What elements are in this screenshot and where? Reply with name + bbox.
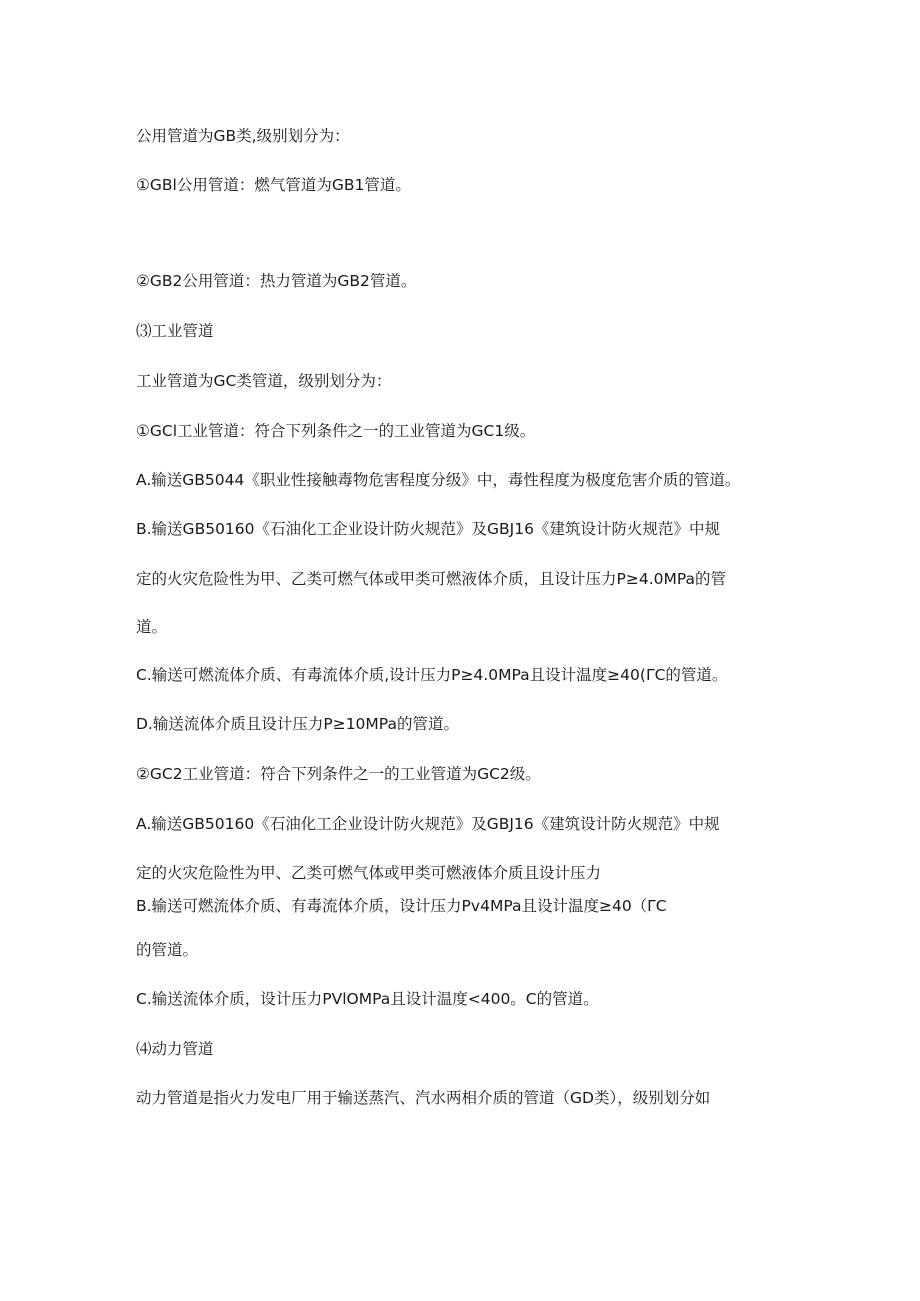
section-heading: ⑷动力管道	[136, 1040, 214, 1058]
text-line: B.输送可燃流体介质、有毒流体介质，设计压力Pv4MPa且设计温度≥40（ΓC	[136, 897, 667, 915]
text-line: A.输送GB50160《石油化工企业设计防火规范》及GBJ16《建筑设计防火规范》中规	[136, 815, 720, 833]
section-heading: ⑶工业管道	[136, 322, 214, 340]
text-line: D.输送流体介质且设计压力P≥10MPa的管道。	[136, 715, 459, 733]
text-line: 工业管道为GC类管道，级别划分为：	[136, 372, 392, 390]
text-line: 道。	[136, 618, 168, 636]
text-line: 定的火灾危险性为甲、乙类可燃气体或甲类可燃液体介质，且设计压力P≥4.0MPa的管	[136, 570, 727, 588]
text-line: ①GBl公用管道：燃气管道为GB1管道。	[136, 176, 411, 194]
text-line: 的管道。	[136, 941, 199, 959]
text-line: C.输送可燃流体介质、有毒流体介质,设计压力P≥4.0MPa且设计温度≥40(ΓC的管道。	[136, 666, 728, 684]
text-line: 动力管道是指火力发电厂用于输送蒸汽、汽水两相介质的管道（GD类），级别划分如	[136, 1089, 711, 1107]
text-line: B.输送GB50160《石油化工企业设计防火规范》及GBJ16《建筑设计防火规范》中规	[136, 520, 720, 538]
text-line: A.输送GB5044《职业性接触毒物危害程度分级》中，毒性程度为极度危害介质的管道。	[136, 471, 741, 489]
text-line: 公用管道为GB类,级别划分为：	[136, 127, 350, 145]
text-line: 定的火灾危险性为甲、乙类可燃气体或甲类可燃液体介质且设计压力	[136, 864, 602, 882]
text-line: C.输送流体介质，设计压力PVlOMPa且设计温度<400。C的管道。	[136, 990, 599, 1008]
text-line: ①GCl工业管道：符合下列条件之一的工业管道为GC1级。	[136, 422, 536, 440]
text-line: ②GB2公用管道：热力管道为GB2管道。	[136, 272, 417, 290]
text-line: ②GC2工业管道：符合下列条件之一的工业管道为GC2级。	[136, 765, 541, 783]
